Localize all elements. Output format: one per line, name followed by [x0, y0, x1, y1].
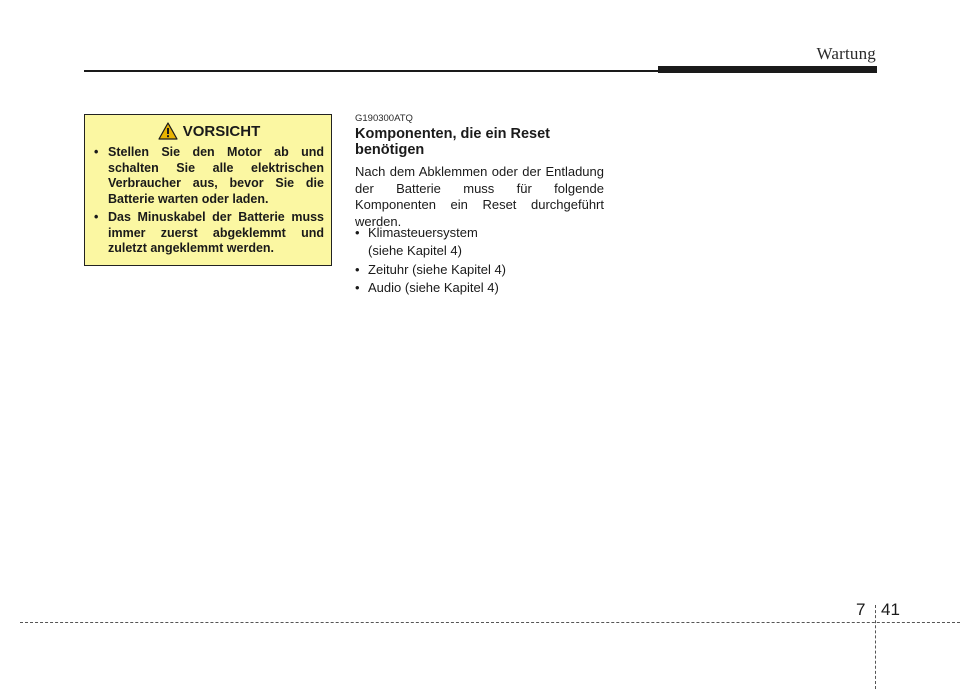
caution-box	[84, 114, 332, 266]
page-number: 41	[881, 600, 900, 619]
header-rule-accent	[658, 66, 877, 73]
caution-item-text: Das Minuskabel der Batterie muss immer zuerst abgeklemmt und zuletzt angeklemmt werden.	[108, 210, 324, 255]
bullet: •	[355, 261, 360, 277]
section-body-text: Nach dem Abklemmen oder der Entladung der Batterie muss für folgende Komponenten ein Reset durchgeführt werden.	[355, 164, 604, 229]
list-item	[355, 261, 615, 279]
caution-header	[94, 122, 324, 140]
caution-item	[94, 145, 324, 207]
section-heading: Komponenten, die ein Reset benötigen	[355, 126, 550, 158]
warning-triangle-icon	[158, 122, 178, 140]
page-header-title: Wartung	[816, 44, 876, 63]
bullet: •	[355, 225, 360, 240]
bullet: •	[355, 279, 360, 295]
footer-rule	[20, 622, 960, 623]
list-item	[355, 224, 615, 261]
bullet: •	[94, 145, 99, 159]
list-item-text: Klimasteuersystem	[368, 225, 478, 240]
footer-divider	[875, 605, 876, 689]
list-item-subtext: (siehe Kapitel 4)	[368, 243, 462, 259]
section-code: G190300ATQ	[355, 113, 413, 124]
chapter-number: 7	[856, 600, 866, 619]
list-item	[355, 279, 615, 297]
caution-item	[94, 210, 324, 257]
caution-item-text: Stellen Sie den Motor ab und schalten Sie alle elektrischen Verbraucher aus, bevor Sie die Batterie warten oder laden.	[108, 145, 324, 206]
caution-label: VORSICHT	[182, 122, 261, 140]
list-item-text: Audio (siehe Kapitel 4)	[368, 279, 499, 295]
caution-list	[94, 145, 324, 257]
header-rule	[84, 70, 660, 72]
bullet: •	[94, 210, 99, 224]
component-list	[355, 224, 615, 297]
list-item-text: Zeituhr (siehe Kapitel 4)	[368, 261, 507, 277]
